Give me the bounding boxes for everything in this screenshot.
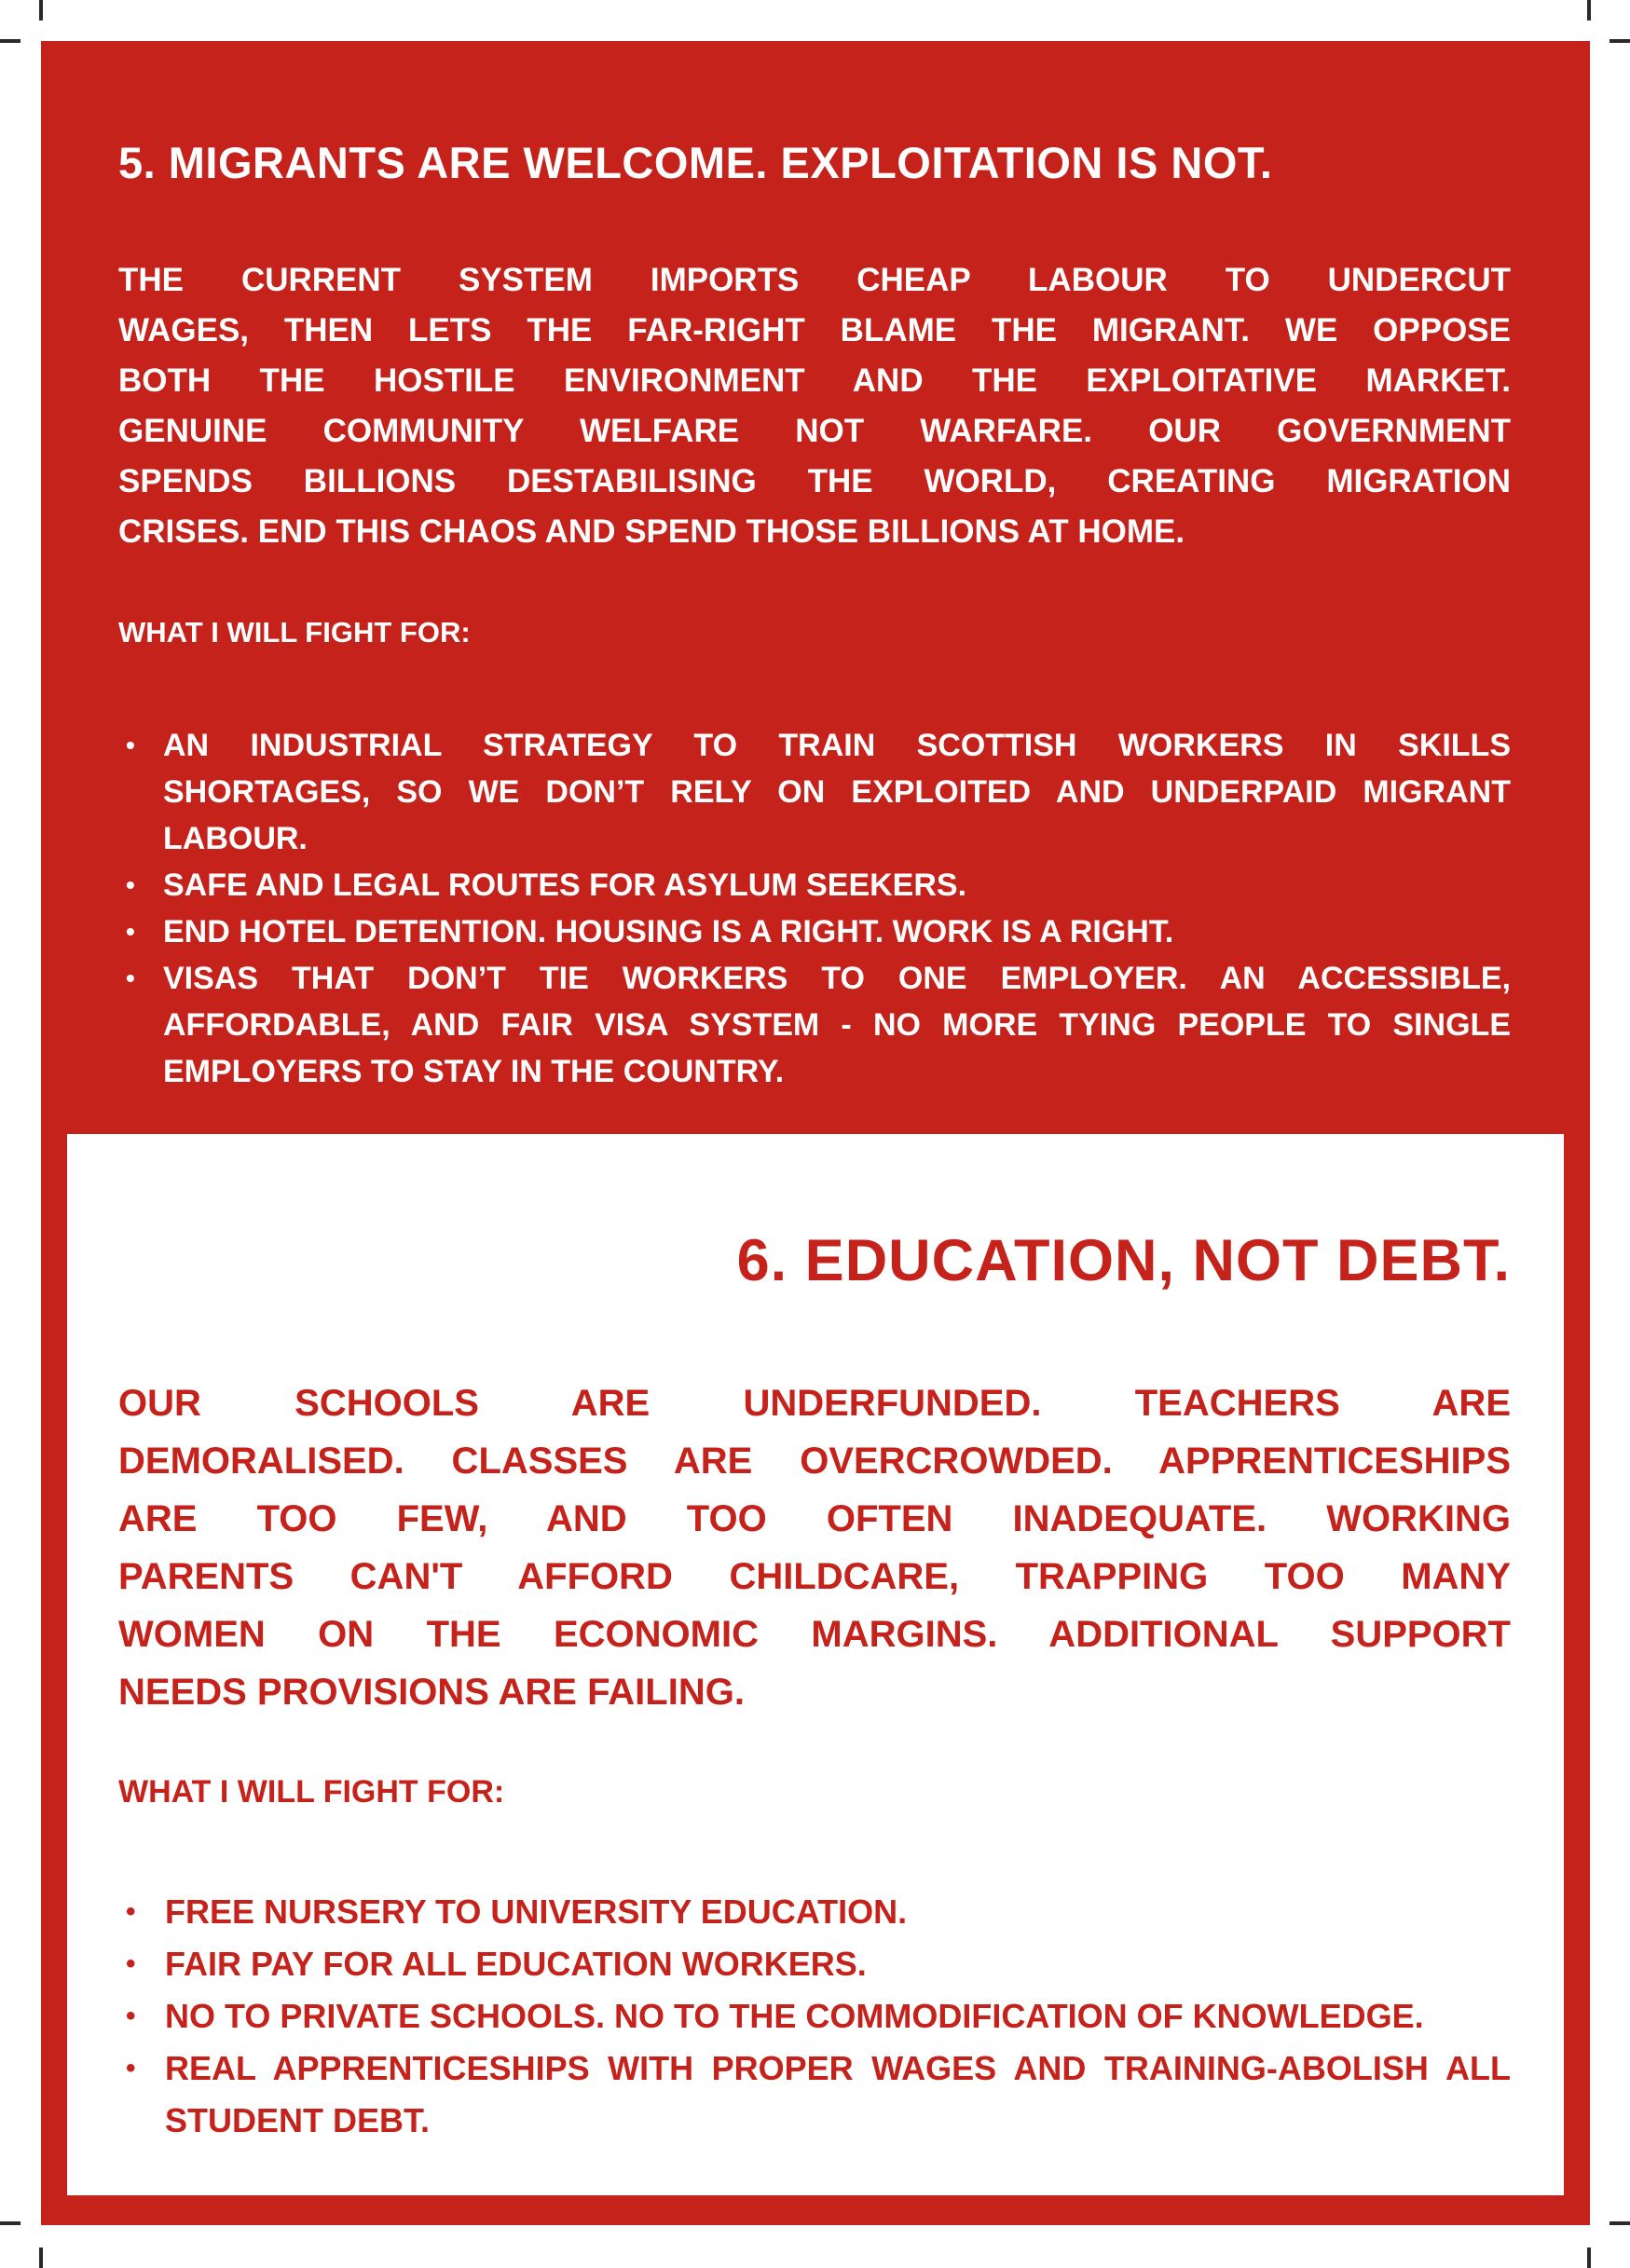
bullet-line: AFFORDABLE, AND FAIR VISA SYSTEM - NO MORE TYING PEOPLE TO SINGLE [163,1007,1511,1044]
bullet-item [118,955,1511,1095]
paragraph-line: WOMEN ON THE ECONOMIC MARGINS. ADDITIONAL SUPPORT [118,1614,1511,1656]
bullet-item [118,722,1511,862]
paragraph-line: THE CURRENT SYSTEM IMPORTS CHEAP LABOUR TO UNDERCUT [118,262,1511,299]
section-6-paragraph [118,1374,1511,1721]
bullet-line: LABOUR. [163,821,308,857]
bullet-line: STUDENT DEBT. [165,2101,431,2140]
paragraph-line: SPENDS BILLIONS DESTABILISING THE WORLD, CREATING MIGRATION [118,463,1511,500]
bullet-line: • SAFE AND LEGAL ROUTES FOR ASYLUM SEEKERS. [163,868,967,904]
bullet-line: • END HOTEL DETENTION. HOUSING IS A RIGHT. WORK IS A RIGHT. [163,914,1174,950]
crop-mark-bottom-left-horizontal [0,2221,21,2225]
bullet-line: • AN INDUSTRIAL STRATEGY TO TRAIN SCOTTISH WORKERS IN SKILLS [163,728,1511,764]
section-5-paragraph [118,255,1511,557]
paragraph-line: NEEDS PROVISIONS ARE FAILING. [118,1672,745,1714]
crop-mark-top-left-vertical [39,0,43,20]
section-6-bullet-list [118,1886,1511,2147]
crop-mark-bottom-left-vertical [39,2248,43,2268]
bullet-item [118,909,1511,955]
bullet-item [118,1990,1511,2043]
bullet-line: EMPLOYERS TO STAY IN THE COUNTRY. [163,1054,785,1090]
crop-mark-bottom-right-vertical [1587,2248,1591,2268]
section-5-fight-for-label: WHAT I WILL FIGHT FOR: [118,616,471,649]
crop-mark-top-right-horizontal [1609,39,1630,43]
bullet-line: • VISAS THAT DON’T TIE WORKERS TO ONE EMPLOYER. AN ACCESSIBLE, [163,961,1511,997]
bullet-item [118,862,1511,909]
paragraph-line: CRISES. END THIS CHAOS AND SPEND THOSE BILLIONS AT HOME. [118,513,1185,551]
bullet-item [118,2043,1511,2147]
bullet-line: • REAL APPRENTICESHIPS WITH PROPER WAGES AND TRAINING-ABOLISH ALL [165,2049,1511,2088]
section-5-bullet-list [118,722,1511,1095]
crop-mark-bottom-right-horizontal [1609,2221,1630,2225]
paragraph-line: DEMORALISED. CLASSES ARE OVERCROWDED. APPRENTICESHIPS [118,1441,1511,1482]
bullet-item [118,1938,1511,1990]
bullet-line: • FAIR PAY FOR ALL EDUCATION WORKERS. [165,1945,867,1984]
crop-mark-top-right-vertical [1587,0,1591,20]
paragraph-line: BOTH THE HOSTILE ENVIRONMENT AND THE EXPLOITATIVE MARKET. [118,362,1511,400]
paragraph-line: ARE TOO FEW, AND TOO OFTEN INADEQUATE. WORKING [118,1498,1511,1540]
paragraph-line: PARENTS CAN'T AFFORD CHILDCARE, TRAPPING TOO MANY [118,1556,1511,1598]
bullet-line: • NO TO PRIVATE SCHOOLS. NO TO THE COMMODIFICATION OF KNOWLEDGE. [165,1997,1424,2036]
crop-mark-top-left-horizontal [0,39,21,43]
section-5-heading: 5. MIGRANTS ARE WELCOME. EXPLOITATION IS NOT. [118,138,1273,187]
section-6-fight-for-label: WHAT I WILL FIGHT FOR: [118,1774,505,1810]
section-6-heading: 6. EDUCATION, NOT DEBT. [736,1228,1511,1293]
paragraph-line: OUR SCHOOLS ARE UNDERFUNDED. TEACHERS ARE [118,1383,1511,1425]
bullet-item [118,1886,1511,1938]
paragraph-line: WAGES, THEN LETS THE FAR-RIGHT BLAME THE MIGRANT. WE OPPOSE [118,312,1511,349]
bullet-line: • FREE NURSERY TO UNIVERSITY EDUCATION. [165,1892,908,1932]
section-6-panel [67,1134,1564,2195]
bullet-line: SHORTAGES, SO WE DON’T RELY ON EXPLOITED AND UNDERPAID MIGRANT [163,774,1511,811]
paragraph-line: GENUINE COMMUNITY WELFARE NOT WARFARE. OUR GOVERNMENT [118,413,1511,450]
